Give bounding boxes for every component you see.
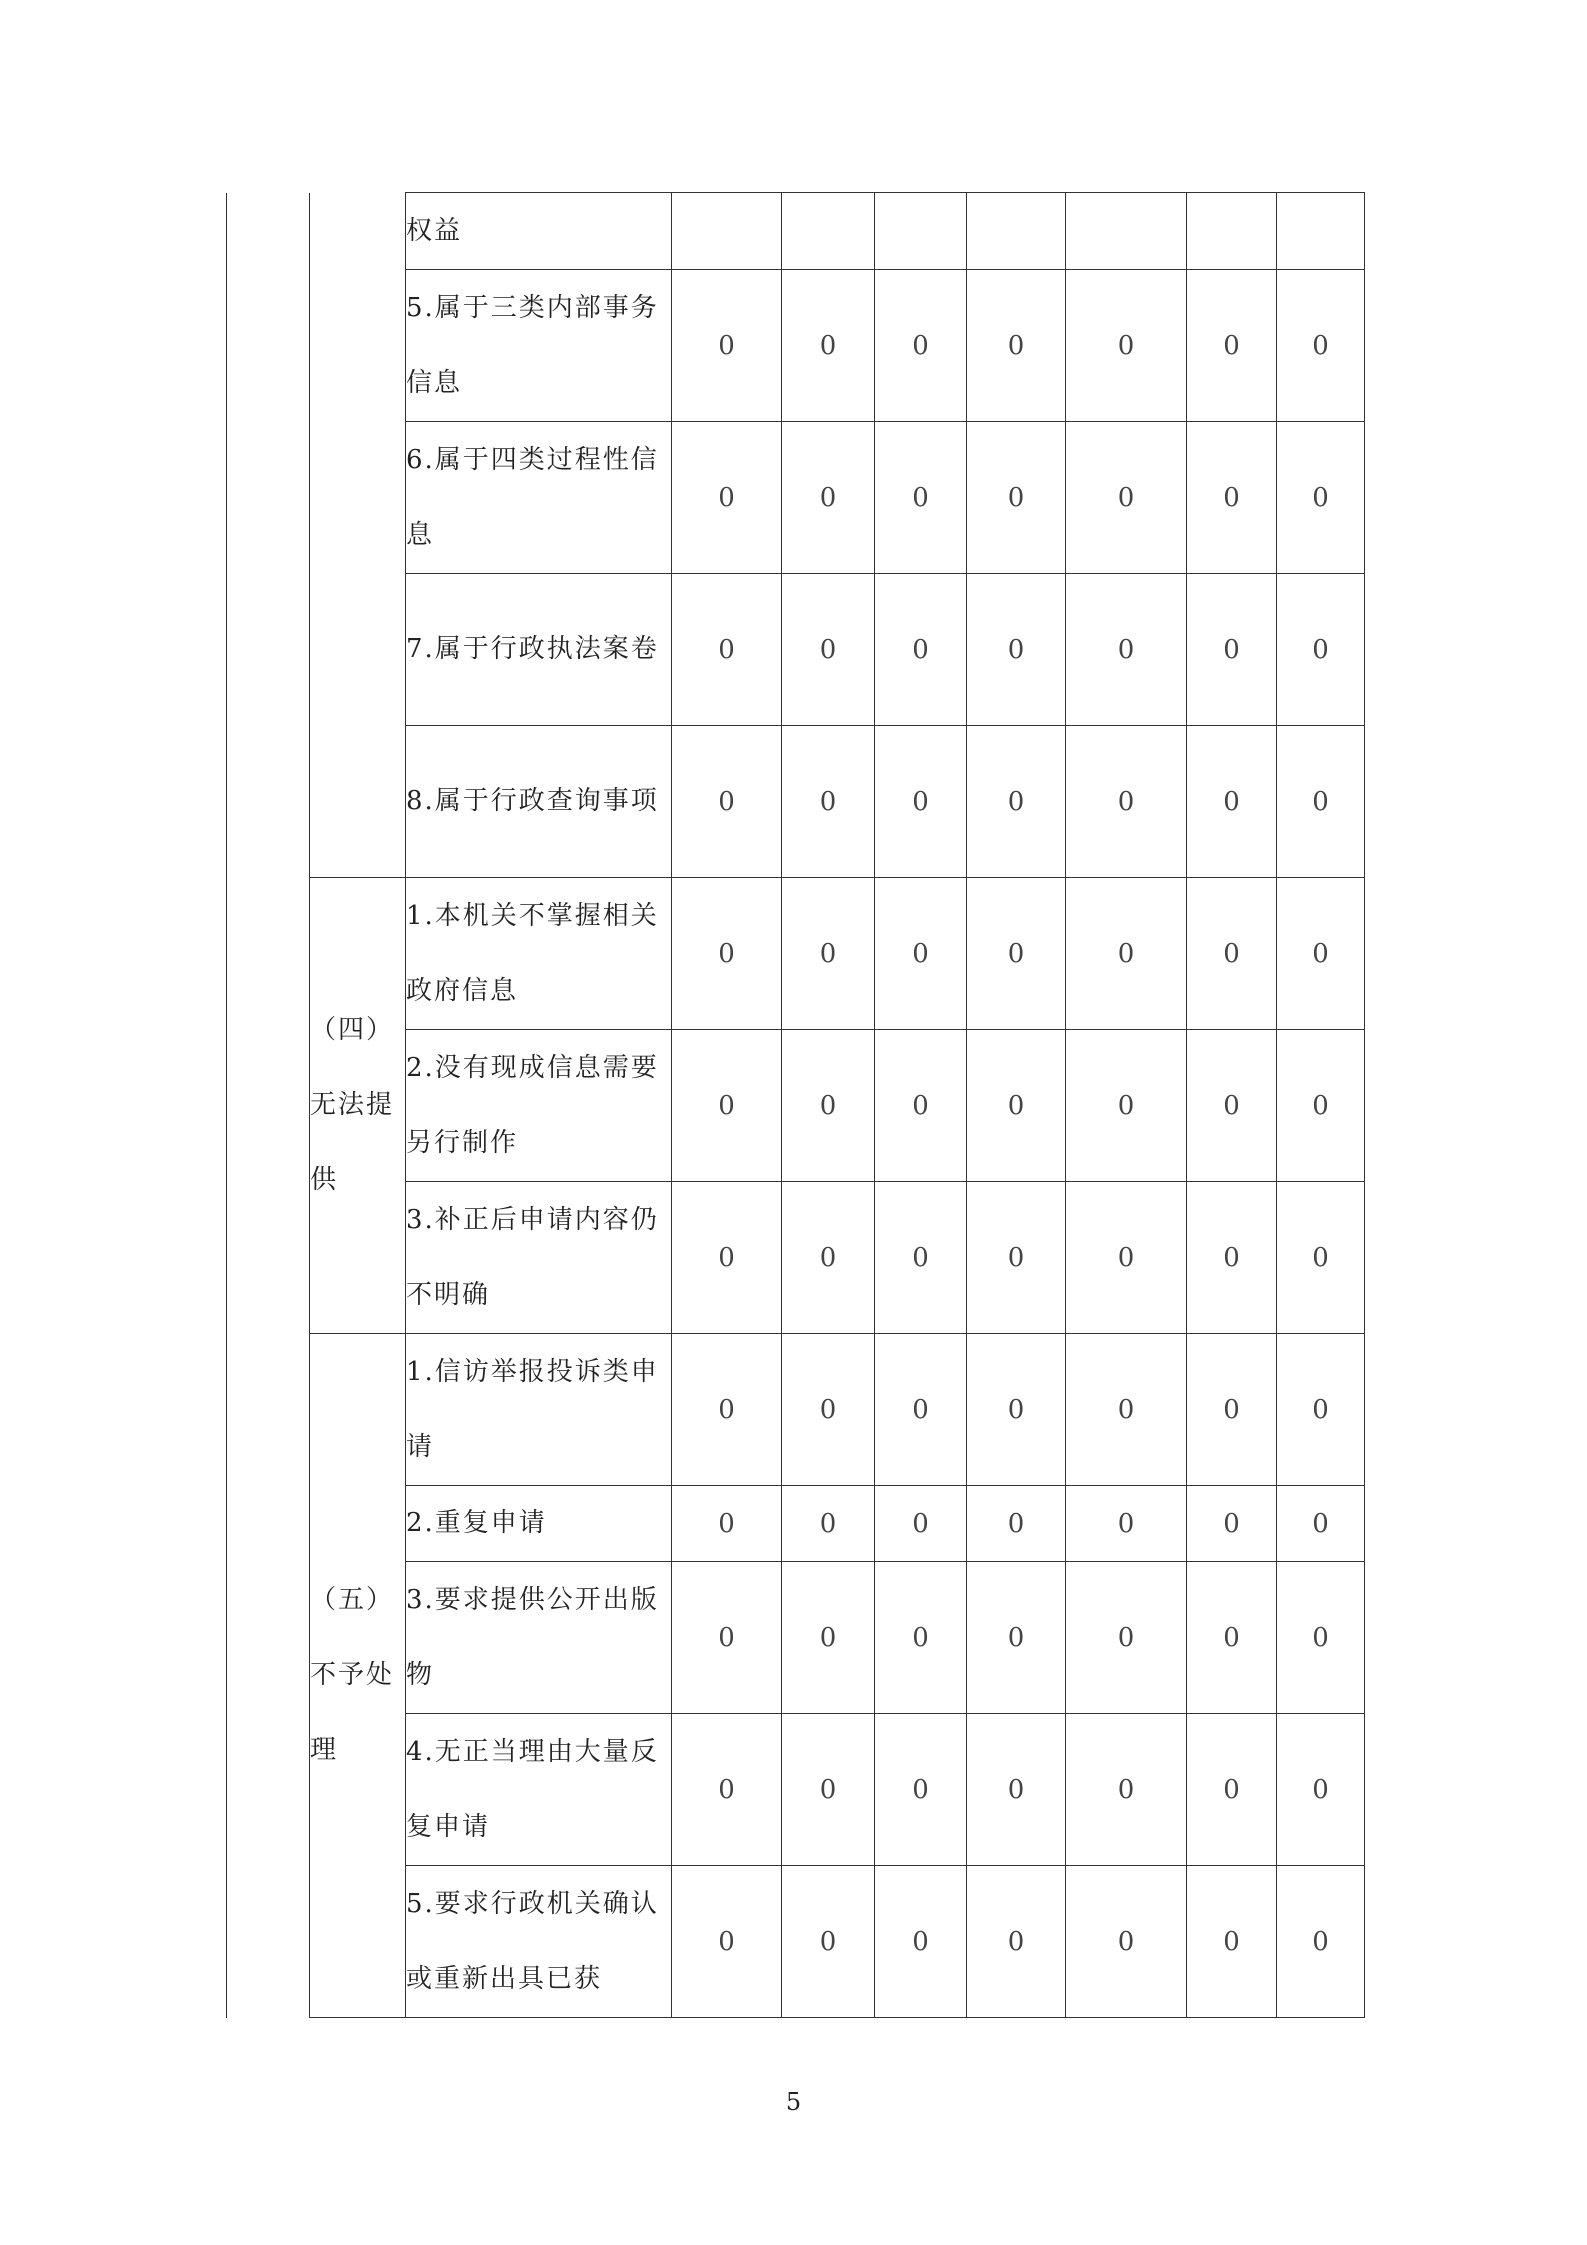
row-label: 1.本机关不掌握相关政府信息	[406, 878, 672, 1030]
value-cell	[1066, 193, 1187, 270]
value-cell: 0	[672, 422, 782, 574]
value-cell: 0	[672, 1182, 782, 1334]
value-cell: 0	[1187, 1714, 1277, 1866]
value-cell: 0	[1066, 1030, 1187, 1182]
row-label: 8.属于行政查询事项	[406, 726, 672, 878]
value-cell: 0	[1187, 574, 1277, 726]
value-cell: 0	[782, 1030, 875, 1182]
value-cell: 0	[782, 422, 875, 574]
value-cell: 0	[1066, 1562, 1187, 1714]
value-cell: 0	[1187, 1030, 1277, 1182]
value-cell: 0	[875, 1182, 967, 1334]
value-cell: 0	[1066, 1866, 1187, 2018]
value-cell: 0	[1187, 1334, 1277, 1486]
value-cell: 0	[1277, 1334, 1365, 1486]
value-cell: 0	[782, 726, 875, 878]
group-label: （五）不予处理	[310, 1334, 406, 2018]
row-label: 4.无正当理由大量反复申请	[406, 1714, 672, 1866]
value-cell: 0	[1187, 1866, 1277, 2018]
value-cell: 0	[1187, 270, 1277, 422]
value-cell: 0	[1277, 1030, 1365, 1182]
value-cell: 0	[1187, 1562, 1277, 1714]
value-cell: 0	[1277, 1182, 1365, 1334]
value-cell: 0	[672, 270, 782, 422]
value-cell: 0	[875, 1714, 967, 1866]
value-cell: 0	[875, 574, 967, 726]
group-cell-continued	[310, 193, 406, 878]
value-cell: 0	[1277, 422, 1365, 574]
value-cell: 0	[967, 574, 1066, 726]
value-cell: 0	[1066, 726, 1187, 878]
value-cell: 0	[672, 1486, 782, 1562]
value-cell	[875, 193, 967, 270]
value-cell: 0	[1277, 726, 1365, 878]
value-cell: 0	[1066, 878, 1187, 1030]
value-cell	[782, 193, 875, 270]
value-cell: 0	[782, 1334, 875, 1486]
value-cell: 0	[1187, 422, 1277, 574]
value-cell: 0	[967, 270, 1066, 422]
value-cell: 0	[672, 1866, 782, 2018]
value-cell: 0	[1277, 270, 1365, 422]
value-cell: 0	[967, 878, 1066, 1030]
group-label: （四）无法提供	[310, 878, 406, 1334]
value-cell	[1187, 193, 1277, 270]
value-cell: 0	[1066, 1714, 1187, 1866]
page-number: 5	[785, 2088, 802, 2116]
table-row	[227, 878, 1365, 1030]
value-cell: 0	[875, 1562, 967, 1714]
value-cell: 0	[672, 1334, 782, 1486]
value-cell: 0	[782, 878, 875, 1030]
value-cell: 0	[1277, 574, 1365, 726]
value-cell: 0	[1187, 726, 1277, 878]
value-cell: 0	[967, 1182, 1066, 1334]
value-cell: 0	[967, 1562, 1066, 1714]
value-cell: 0	[782, 1486, 875, 1562]
row-label: 权益	[406, 193, 672, 270]
value-cell: 0	[1277, 1562, 1365, 1714]
row-label: 5.要求行政机关确认或重新出具已获	[406, 1866, 672, 2018]
value-cell: 0	[782, 1562, 875, 1714]
value-cell: 0	[672, 878, 782, 1030]
value-cell	[1277, 193, 1365, 270]
value-cell: 0	[967, 422, 1066, 574]
value-cell: 0	[1187, 1182, 1277, 1334]
row-label: 7.属于行政执法案卷	[406, 574, 672, 726]
value-cell: 0	[782, 1182, 875, 1334]
value-cell: 0	[1187, 878, 1277, 1030]
value-cell: 0	[782, 1714, 875, 1866]
value-cell: 0	[1277, 1866, 1365, 2018]
value-cell: 0	[1066, 574, 1187, 726]
row-label: 5.属于三类内部事务信息	[406, 270, 672, 422]
value-cell: 0	[967, 1714, 1066, 1866]
value-cell: 0	[875, 1334, 967, 1486]
value-cell: 0	[672, 1562, 782, 1714]
value-cell: 0	[875, 1030, 967, 1182]
value-cell: 0	[1277, 1714, 1365, 1866]
value-cell: 0	[875, 1486, 967, 1562]
value-cell: 0	[1187, 1486, 1277, 1562]
value-cell: 0	[967, 1030, 1066, 1182]
value-cell: 0	[782, 574, 875, 726]
value-cell: 0	[875, 878, 967, 1030]
value-cell: 0	[1066, 270, 1187, 422]
row-label: 3.补正后申请内容仍不明确	[406, 1182, 672, 1334]
value-cell: 0	[1066, 1334, 1187, 1486]
value-cell: 0	[1066, 1486, 1187, 1562]
value-cell: 0	[1277, 1486, 1365, 1562]
value-cell: 0	[1066, 422, 1187, 574]
value-cell: 0	[875, 422, 967, 574]
value-cell: 0	[672, 726, 782, 878]
row-label: 2.重复申请	[406, 1486, 672, 1562]
value-cell: 0	[782, 1866, 875, 2018]
value-cell: 0	[967, 1866, 1066, 2018]
value-cell: 0	[782, 270, 875, 422]
value-cell: 0	[967, 1486, 1066, 1562]
value-cell: 0	[1277, 878, 1365, 1030]
value-cell: 0	[967, 1334, 1066, 1486]
table-row	[227, 193, 1365, 270]
row-label: 2.没有现成信息需要另行制作	[406, 1030, 672, 1182]
statistics-table	[226, 192, 1365, 2018]
value-cell: 0	[672, 574, 782, 726]
value-cell: 0	[875, 270, 967, 422]
outer-category-cell	[227, 193, 310, 2018]
value-cell: 0	[967, 726, 1066, 878]
row-label: 1.信访举报投诉类申请	[406, 1334, 672, 1486]
value-cell	[967, 193, 1066, 270]
row-label: 6.属于四类过程性信息	[406, 422, 672, 574]
table-row	[227, 1334, 1365, 1486]
value-cell: 0	[1066, 1182, 1187, 1334]
value-cell: 0	[672, 1714, 782, 1866]
value-cell	[672, 193, 782, 270]
value-cell: 0	[672, 1030, 782, 1182]
row-label: 3.要求提供公开出版物	[406, 1562, 672, 1714]
value-cell: 0	[875, 1866, 967, 2018]
value-cell: 0	[875, 726, 967, 878]
